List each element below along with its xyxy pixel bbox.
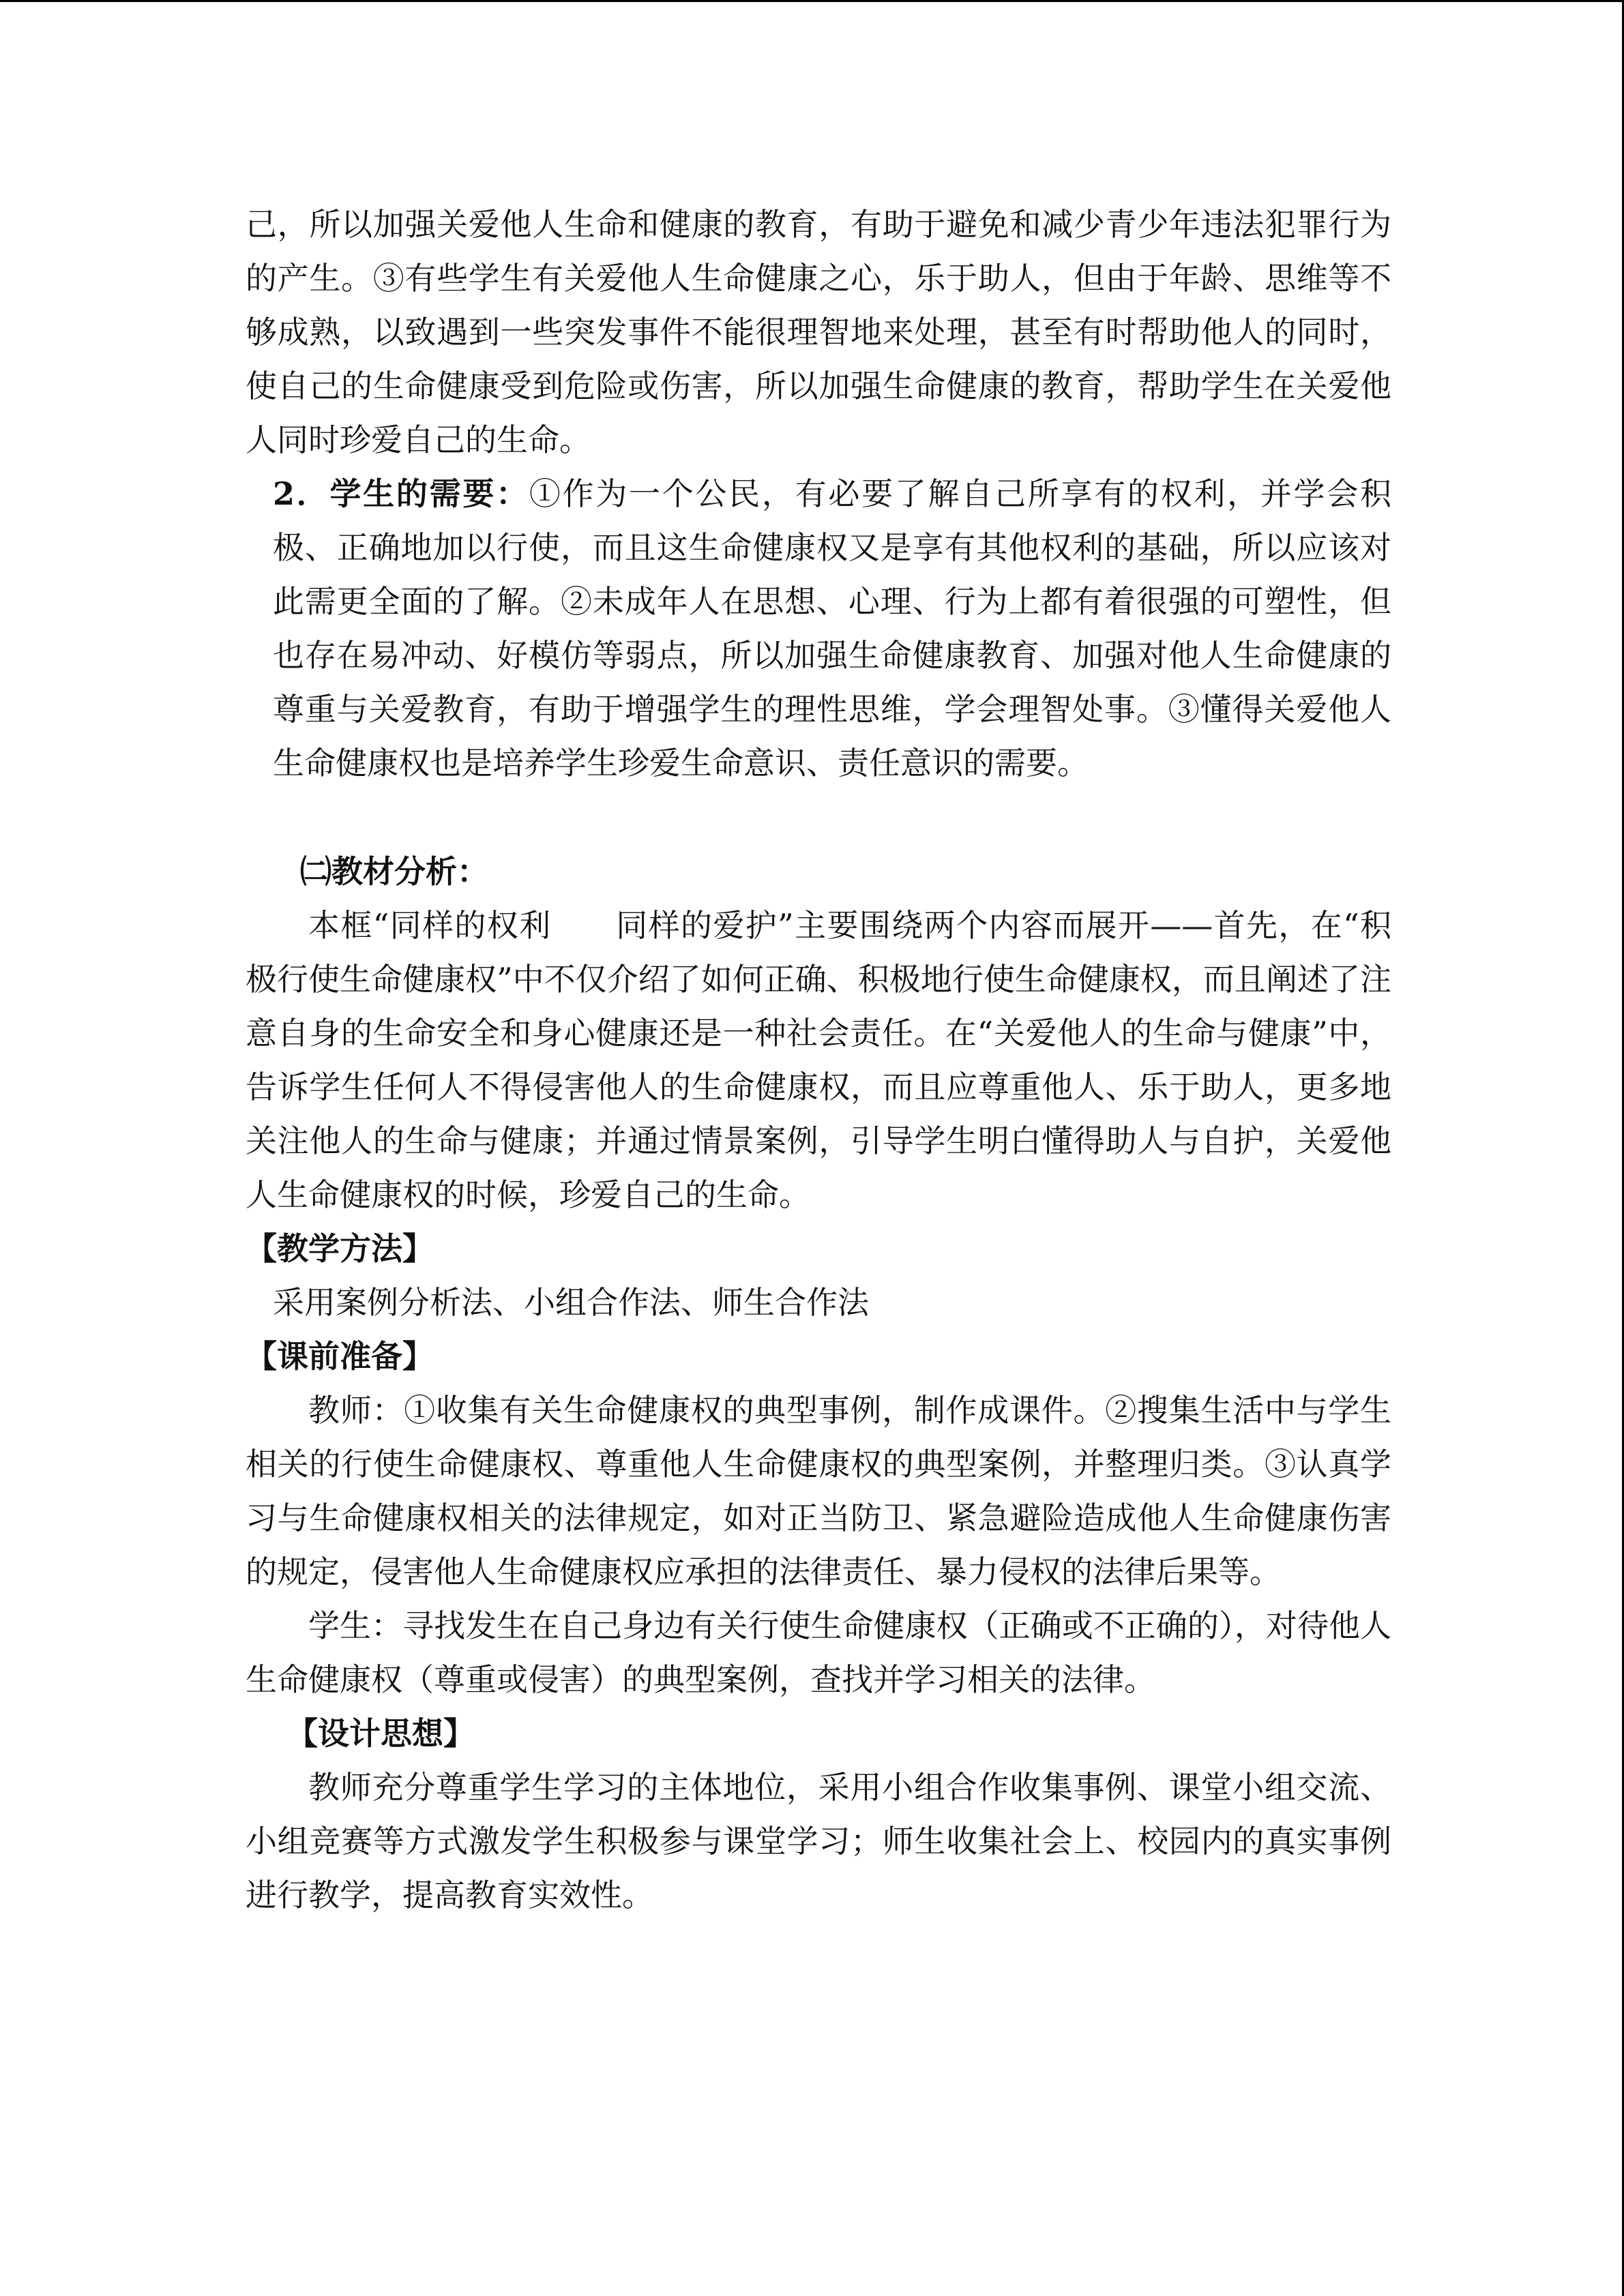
preparation-student-text: 学生：寻找发生在自己身边有关行使生命健康权（正确或不正确的），对待他人生命健康权（尊重或侵害）的典型案例，查找并学习相关的法律。 [246, 1607, 1391, 1698]
preparation-heading: 【课前准备】 [246, 1338, 434, 1375]
preparation-teacher-text: 教师：①收集有关生命健康权的典型事例，制作成课件。②搜集生活中与学生相关的行使生命健康权、尊重他人生命健康权的典型案例，并整理归类。③认真学习与生命健康权相关的法律规定，如对正当防卫、紧急避险造成他人生命健康伤害的规定，侵害他人生命健康权应承担的法律责任、暴力侵权的法律后果等。 [246, 1392, 1391, 1590]
design-idea-heading: 【设计思想】 [286, 1715, 475, 1752]
teaching-method-heading: 【教学方法】 [246, 1230, 434, 1267]
document-body [246, 198, 1391, 1922]
textbook-analysis-heading: ㈡教材分析： [300, 853, 488, 890]
teaching-method-text: 采用案例分析法、小组合作法、师生合作法 [273, 1284, 869, 1321]
paragraph-student-situation-continued: 己，所以加强关爱他人生命和健康的教育，有助于避免和减少青少年违法犯罪行为的产生。③有些学生有关爱他人生命健康之心，乐于助人，但由于年龄、思维等不够成熟，以致遇到一些突发事件不能很理智地来处理，甚至有时帮助他人的同时，使自己的生命健康受到危险或伤害，所以加强生命健康的教育，帮助学生在关爱他人同时珍爱自己的生命。 [246, 206, 1391, 458]
textbook-analysis-text: 本框“同样的权利 同样的爱护”主要围绕两个内容而展开——首先，在“积极行使生命健康权”中不仅介绍了如何正确、积极地行使生命健康权，而且阐述了注意自身的生命安全和身心健康还是一种社会责任。在“关爱他人的生命与健康”中，告诉学生任何人不得侵害他人的生命健康权，而且应尊重他人、乐于助人，更多地关注他人的生命与健康；并通过情景案例，引导学生明白懂得助人与自护，关爱他人生命健康权的时候，珍爱自己的生命。 [246, 907, 1391, 1213]
student-needs-label: 2．学生的需要： [273, 475, 529, 512]
section-spacer [246, 790, 1391, 845]
page-top-border [0, 0, 1624, 2]
paragraph-student-needs [246, 467, 1391, 790]
design-idea-text: 教师充分尊重学生学习的主体地位，采用小组合作收集事例、课堂小组交流、小组竞赛等方式激发学生积极参与课堂学习；师生收集社会上、校园内的真实事例进行教学，提高教育实效性。 [246, 1769, 1391, 1913]
student-needs-text: ①作为一个公民，有必要了解自己所享有的权利，并学会积极、正确地加以行使，而且这生命健康权又是享有其他权利的基础，所以应该对此需更全面的了解。②未成年人在思想、心理、行为上都有着很强的可塑性，但也存在易冲动、好模仿等弱点，所以加强生命健康教育、加强对他人生命健康的尊重与关爱教育，有助于增强学生的理性思维，学会理智处事。③懂得关爱他人生命健康权也是培养学生珍爱生命意识、责任意识的需要。 [273, 475, 1391, 781]
